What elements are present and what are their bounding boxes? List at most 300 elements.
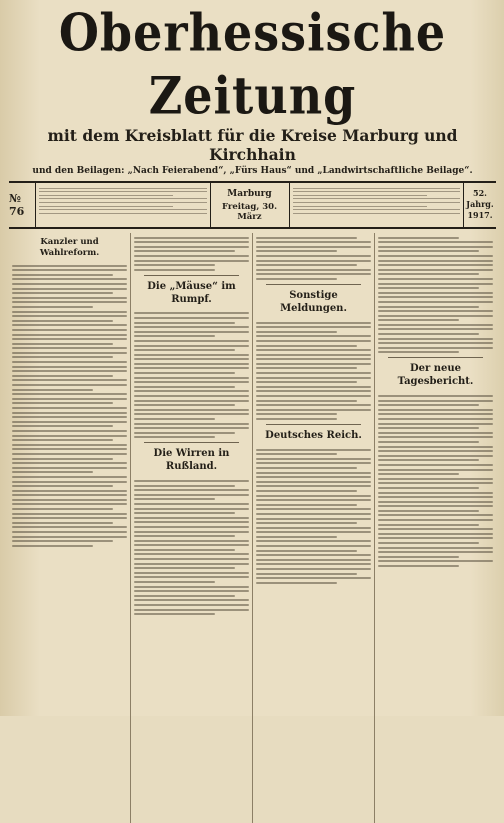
text-line bbox=[12, 402, 113, 404]
text-line bbox=[12, 352, 127, 354]
text-line bbox=[256, 573, 357, 575]
text-line bbox=[256, 531, 371, 533]
text-line bbox=[256, 472, 371, 474]
text-line bbox=[134, 377, 249, 379]
text-line bbox=[134, 480, 249, 482]
text-line bbox=[256, 453, 337, 455]
article-body bbox=[378, 233, 493, 353]
text-line bbox=[134, 498, 215, 500]
text-line bbox=[378, 324, 493, 326]
text-line bbox=[134, 335, 215, 337]
text-line bbox=[378, 505, 493, 507]
text-line bbox=[12, 444, 127, 446]
text-line bbox=[12, 545, 93, 547]
text-line bbox=[12, 334, 127, 336]
text-line bbox=[378, 482, 493, 484]
text-line bbox=[256, 462, 371, 464]
text-line bbox=[378, 260, 493, 262]
text-line bbox=[378, 273, 479, 275]
text-line bbox=[134, 372, 235, 374]
text-line bbox=[12, 343, 113, 345]
text-line bbox=[378, 478, 493, 480]
text-line bbox=[12, 278, 127, 280]
article-body bbox=[134, 233, 249, 271]
text-line bbox=[134, 540, 249, 542]
text-line bbox=[134, 269, 215, 271]
volume-box bbox=[463, 183, 496, 227]
text-line bbox=[378, 328, 493, 330]
text-line bbox=[256, 354, 371, 356]
text-line bbox=[12, 490, 127, 492]
text-line bbox=[378, 528, 493, 530]
text-line bbox=[256, 499, 371, 501]
text-line bbox=[256, 563, 371, 565]
text-line bbox=[256, 458, 371, 460]
text-line bbox=[12, 301, 127, 303]
small-print-line bbox=[293, 188, 461, 189]
text-line bbox=[134, 521, 249, 523]
small-print-line bbox=[39, 209, 207, 210]
text-line bbox=[134, 246, 249, 248]
advertising-info bbox=[290, 183, 464, 227]
text-line bbox=[378, 560, 493, 562]
text-line bbox=[12, 425, 113, 427]
text-line bbox=[378, 423, 493, 425]
text-line bbox=[256, 381, 357, 383]
text-line bbox=[12, 347, 127, 349]
text-line bbox=[134, 255, 249, 257]
text-line bbox=[12, 324, 127, 326]
text-line bbox=[12, 517, 127, 519]
text-line bbox=[256, 540, 371, 542]
text-line bbox=[12, 448, 127, 450]
newspaper-title: Oberhessische Zeitung bbox=[58, 2, 447, 126]
text-line bbox=[256, 518, 371, 520]
text-line bbox=[378, 441, 479, 443]
text-line bbox=[256, 545, 371, 547]
text-line bbox=[12, 265, 127, 267]
text-line bbox=[12, 416, 127, 418]
text-line bbox=[256, 476, 371, 478]
text-line bbox=[134, 250, 235, 252]
text-line bbox=[134, 390, 249, 392]
text-line bbox=[256, 404, 371, 406]
text-line bbox=[378, 409, 493, 411]
text-line bbox=[256, 278, 337, 280]
text-line bbox=[378, 473, 459, 475]
text-line bbox=[134, 237, 249, 239]
text-line bbox=[378, 436, 493, 438]
text-line bbox=[134, 508, 249, 510]
text-line bbox=[256, 582, 337, 584]
text-line bbox=[256, 363, 371, 365]
article-body bbox=[256, 318, 371, 420]
text-line bbox=[378, 250, 479, 252]
text-line bbox=[378, 537, 493, 539]
text-line bbox=[256, 554, 371, 556]
text-line bbox=[134, 260, 249, 262]
text-line bbox=[12, 526, 127, 528]
text-line bbox=[134, 563, 249, 565]
text-line bbox=[256, 504, 357, 506]
text-line bbox=[12, 356, 113, 358]
text-line bbox=[134, 613, 215, 615]
text-line bbox=[256, 340, 371, 342]
text-line bbox=[256, 260, 371, 262]
text-line bbox=[12, 453, 127, 455]
text-line bbox=[256, 345, 357, 347]
text-line bbox=[378, 315, 493, 317]
dateline-date: Freitag, 30. März bbox=[221, 202, 278, 222]
text-line bbox=[12, 421, 127, 423]
text-line bbox=[256, 513, 371, 515]
text-line bbox=[378, 547, 493, 549]
text-line bbox=[378, 565, 459, 567]
section-heading: Die „Mäuse“ im Rumpf. bbox=[147, 280, 236, 305]
text-line bbox=[134, 586, 249, 588]
section-heading: Die Wirren in Rußland. bbox=[153, 448, 230, 473]
article-body bbox=[256, 233, 371, 280]
text-line bbox=[378, 496, 493, 498]
text-line bbox=[256, 568, 371, 570]
text-line bbox=[12, 485, 113, 487]
text-line bbox=[134, 395, 249, 397]
subscription-info bbox=[36, 183, 210, 227]
text-line bbox=[12, 269, 127, 271]
text-line bbox=[134, 340, 249, 342]
text-line bbox=[134, 567, 235, 569]
text-line bbox=[378, 418, 493, 420]
text-line bbox=[134, 489, 249, 491]
small-print-line bbox=[39, 213, 207, 214]
small-print-line bbox=[39, 188, 207, 189]
text-line bbox=[378, 351, 459, 353]
text-line bbox=[256, 536, 337, 538]
text-line bbox=[12, 499, 127, 501]
text-line bbox=[378, 469, 493, 471]
text-line bbox=[134, 312, 249, 314]
text-line bbox=[12, 384, 127, 386]
section-separator bbox=[144, 275, 239, 276]
text-line bbox=[256, 400, 357, 402]
text-line bbox=[256, 322, 371, 324]
text-line bbox=[12, 398, 127, 400]
section-separator bbox=[388, 357, 483, 358]
small-print-line bbox=[39, 202, 207, 203]
small-print-line bbox=[293, 195, 427, 196]
text-line bbox=[134, 349, 235, 351]
section-heading: Deutsches Reich. bbox=[265, 430, 362, 441]
text-line bbox=[12, 361, 127, 363]
text-line bbox=[378, 278, 493, 280]
text-line bbox=[378, 400, 493, 402]
text-line bbox=[256, 467, 357, 469]
text-line bbox=[256, 358, 371, 360]
text-line bbox=[134, 576, 249, 578]
text-line bbox=[12, 508, 113, 510]
text-line bbox=[256, 495, 371, 497]
text-line bbox=[134, 558, 249, 560]
text-line bbox=[12, 338, 127, 340]
text-line bbox=[256, 331, 337, 333]
text-line bbox=[378, 556, 459, 558]
text-line bbox=[12, 389, 93, 391]
text-line bbox=[134, 367, 249, 369]
text-line bbox=[134, 572, 249, 574]
text-line bbox=[134, 517, 249, 519]
text-line bbox=[134, 599, 249, 601]
article-body bbox=[134, 309, 249, 439]
text-line bbox=[134, 427, 249, 429]
text-line bbox=[12, 379, 127, 381]
text-line bbox=[12, 315, 127, 317]
text-line bbox=[134, 326, 249, 328]
small-print-line bbox=[39, 206, 173, 207]
text-line bbox=[134, 436, 215, 438]
text-line bbox=[134, 485, 235, 487]
text-line bbox=[12, 439, 113, 441]
text-line bbox=[256, 349, 371, 351]
text-line bbox=[134, 317, 249, 319]
text-line bbox=[378, 446, 493, 448]
text-line bbox=[256, 326, 371, 328]
text-line bbox=[12, 370, 127, 372]
text-line bbox=[378, 455, 493, 457]
text-line bbox=[256, 264, 357, 266]
text-line bbox=[134, 535, 235, 537]
text-line bbox=[378, 301, 493, 303]
text-line bbox=[256, 508, 371, 510]
text-line bbox=[134, 531, 249, 533]
text-line bbox=[12, 393, 127, 395]
text-line bbox=[378, 264, 493, 266]
text-line bbox=[378, 464, 493, 466]
small-print-line bbox=[293, 191, 461, 192]
volume-label: 52. Jahrg. bbox=[466, 188, 494, 209]
text-line bbox=[256, 367, 357, 369]
small-print-line bbox=[293, 213, 461, 214]
text-line bbox=[134, 345, 249, 347]
text-line bbox=[12, 536, 127, 538]
text-line bbox=[378, 342, 493, 344]
section-separator bbox=[266, 424, 361, 425]
text-line bbox=[134, 432, 235, 434]
text-line bbox=[256, 269, 371, 271]
text-line bbox=[12, 320, 113, 322]
text-line bbox=[256, 255, 371, 257]
text-line bbox=[134, 241, 249, 243]
text-line bbox=[378, 514, 493, 516]
column-4 bbox=[375, 233, 496, 823]
text-line bbox=[12, 412, 127, 414]
text-line bbox=[134, 363, 249, 365]
article-columns bbox=[9, 233, 496, 823]
text-line bbox=[134, 409, 249, 411]
text-line bbox=[378, 237, 459, 239]
text-line bbox=[256, 335, 371, 337]
text-line bbox=[378, 413, 493, 415]
text-line bbox=[134, 503, 249, 505]
text-line bbox=[134, 581, 215, 583]
small-print-line bbox=[39, 195, 173, 196]
text-line bbox=[134, 512, 235, 514]
text-line bbox=[134, 322, 235, 324]
text-line bbox=[12, 513, 127, 515]
text-line bbox=[378, 310, 493, 312]
small-print-line bbox=[39, 198, 207, 199]
text-line bbox=[134, 553, 249, 555]
text-line bbox=[12, 462, 127, 464]
text-line bbox=[256, 550, 357, 552]
section-heading: Sonstige Meldungen. bbox=[280, 289, 347, 314]
text-line bbox=[256, 273, 371, 275]
text-line bbox=[378, 292, 493, 294]
text-line bbox=[378, 533, 493, 535]
dateline-place: Marburg bbox=[227, 189, 272, 199]
text-line bbox=[256, 372, 371, 374]
newspaper-subtitle: mit dem Kreisblatt für die Kreise Marburg und Kirchhain bbox=[47, 126, 458, 164]
section-separator bbox=[266, 284, 361, 285]
text-line bbox=[256, 577, 371, 579]
text-line bbox=[378, 287, 479, 289]
text-line bbox=[134, 358, 249, 360]
text-line bbox=[378, 347, 493, 349]
text-line bbox=[12, 274, 113, 276]
text-line bbox=[12, 540, 113, 542]
column-1 bbox=[9, 233, 131, 823]
text-line bbox=[378, 269, 493, 271]
text-line bbox=[12, 522, 113, 524]
column-2 bbox=[131, 233, 253, 823]
section-heading: Der neue Tagesbericht. bbox=[397, 363, 474, 388]
text-line bbox=[378, 246, 493, 248]
text-line bbox=[134, 595, 235, 597]
text-line bbox=[378, 510, 479, 512]
text-line bbox=[256, 527, 371, 529]
article-body bbox=[378, 391, 493, 567]
article-body bbox=[256, 445, 371, 584]
text-line bbox=[134, 526, 249, 528]
text-line bbox=[378, 283, 493, 285]
text-line bbox=[134, 400, 249, 402]
text-line bbox=[378, 255, 493, 257]
small-print-line bbox=[293, 198, 461, 199]
text-line bbox=[12, 458, 113, 460]
text-line bbox=[12, 329, 127, 331]
text-line bbox=[12, 306, 93, 308]
text-line bbox=[134, 413, 249, 415]
text-line bbox=[134, 549, 235, 551]
text-line bbox=[134, 423, 249, 425]
text-line bbox=[378, 519, 493, 521]
issue-number: № 76 bbox=[9, 183, 36, 227]
text-line bbox=[378, 296, 493, 298]
text-line bbox=[256, 241, 371, 243]
text-line bbox=[12, 476, 127, 478]
text-line bbox=[12, 503, 127, 505]
text-line bbox=[256, 485, 371, 487]
small-print-line bbox=[293, 209, 461, 210]
supplements-line: und den Beilagen: „Nach Feierabend“, „Fürs Haus“ und „Landwirtschaftliche Beilage“. bbox=[32, 166, 473, 176]
text-line bbox=[256, 559, 371, 561]
text-line bbox=[378, 241, 493, 243]
text-line bbox=[12, 283, 127, 285]
text-line bbox=[378, 551, 493, 553]
text-line bbox=[134, 331, 249, 333]
text-line bbox=[378, 333, 479, 335]
article-body bbox=[12, 261, 127, 547]
text-line bbox=[378, 338, 493, 340]
text-line bbox=[378, 524, 479, 526]
text-line bbox=[378, 542, 479, 544]
text-line bbox=[12, 471, 93, 473]
text-line bbox=[134, 590, 249, 592]
text-line bbox=[134, 418, 215, 420]
text-line bbox=[256, 490, 357, 492]
text-line bbox=[134, 494, 249, 496]
text-line bbox=[12, 467, 127, 469]
text-line bbox=[256, 237, 357, 239]
masthead bbox=[9, 2, 496, 177]
text-line bbox=[256, 395, 371, 397]
text-line bbox=[378, 492, 493, 494]
text-line bbox=[378, 487, 479, 489]
small-print-line bbox=[293, 206, 427, 207]
text-line bbox=[256, 377, 371, 379]
text-line bbox=[134, 404, 235, 406]
text-line bbox=[134, 381, 249, 383]
text-line bbox=[134, 544, 249, 546]
section-heading: Kanzler und Wahlreform. bbox=[39, 237, 100, 258]
dateline bbox=[210, 183, 290, 227]
text-line bbox=[12, 481, 127, 483]
text-line bbox=[256, 386, 371, 388]
text-line bbox=[378, 395, 493, 397]
text-line bbox=[378, 450, 493, 452]
text-line bbox=[256, 250, 337, 252]
text-line bbox=[378, 404, 479, 406]
small-print-line bbox=[293, 202, 461, 203]
text-line bbox=[378, 427, 479, 429]
text-line bbox=[134, 354, 249, 356]
text-line bbox=[12, 375, 113, 377]
article-body bbox=[134, 476, 249, 615]
text-line bbox=[134, 386, 235, 388]
text-line bbox=[256, 522, 357, 524]
text-line bbox=[256, 390, 371, 392]
text-line bbox=[378, 432, 493, 434]
text-line bbox=[134, 609, 249, 611]
text-line bbox=[256, 449, 371, 451]
small-print-line bbox=[39, 191, 207, 192]
text-line bbox=[12, 407, 127, 409]
text-line bbox=[256, 481, 371, 483]
text-line bbox=[378, 319, 459, 321]
column-3 bbox=[253, 233, 375, 823]
text-line bbox=[256, 246, 371, 248]
text-line bbox=[256, 418, 337, 420]
text-line bbox=[12, 288, 127, 290]
text-line bbox=[12, 311, 127, 313]
year-label: 1917. bbox=[467, 210, 493, 220]
text-line bbox=[12, 297, 127, 299]
text-line bbox=[12, 435, 127, 437]
text-line bbox=[134, 604, 249, 606]
text-line bbox=[378, 306, 479, 308]
text-line bbox=[134, 264, 215, 266]
text-line bbox=[256, 413, 337, 415]
text-line bbox=[12, 531, 127, 533]
